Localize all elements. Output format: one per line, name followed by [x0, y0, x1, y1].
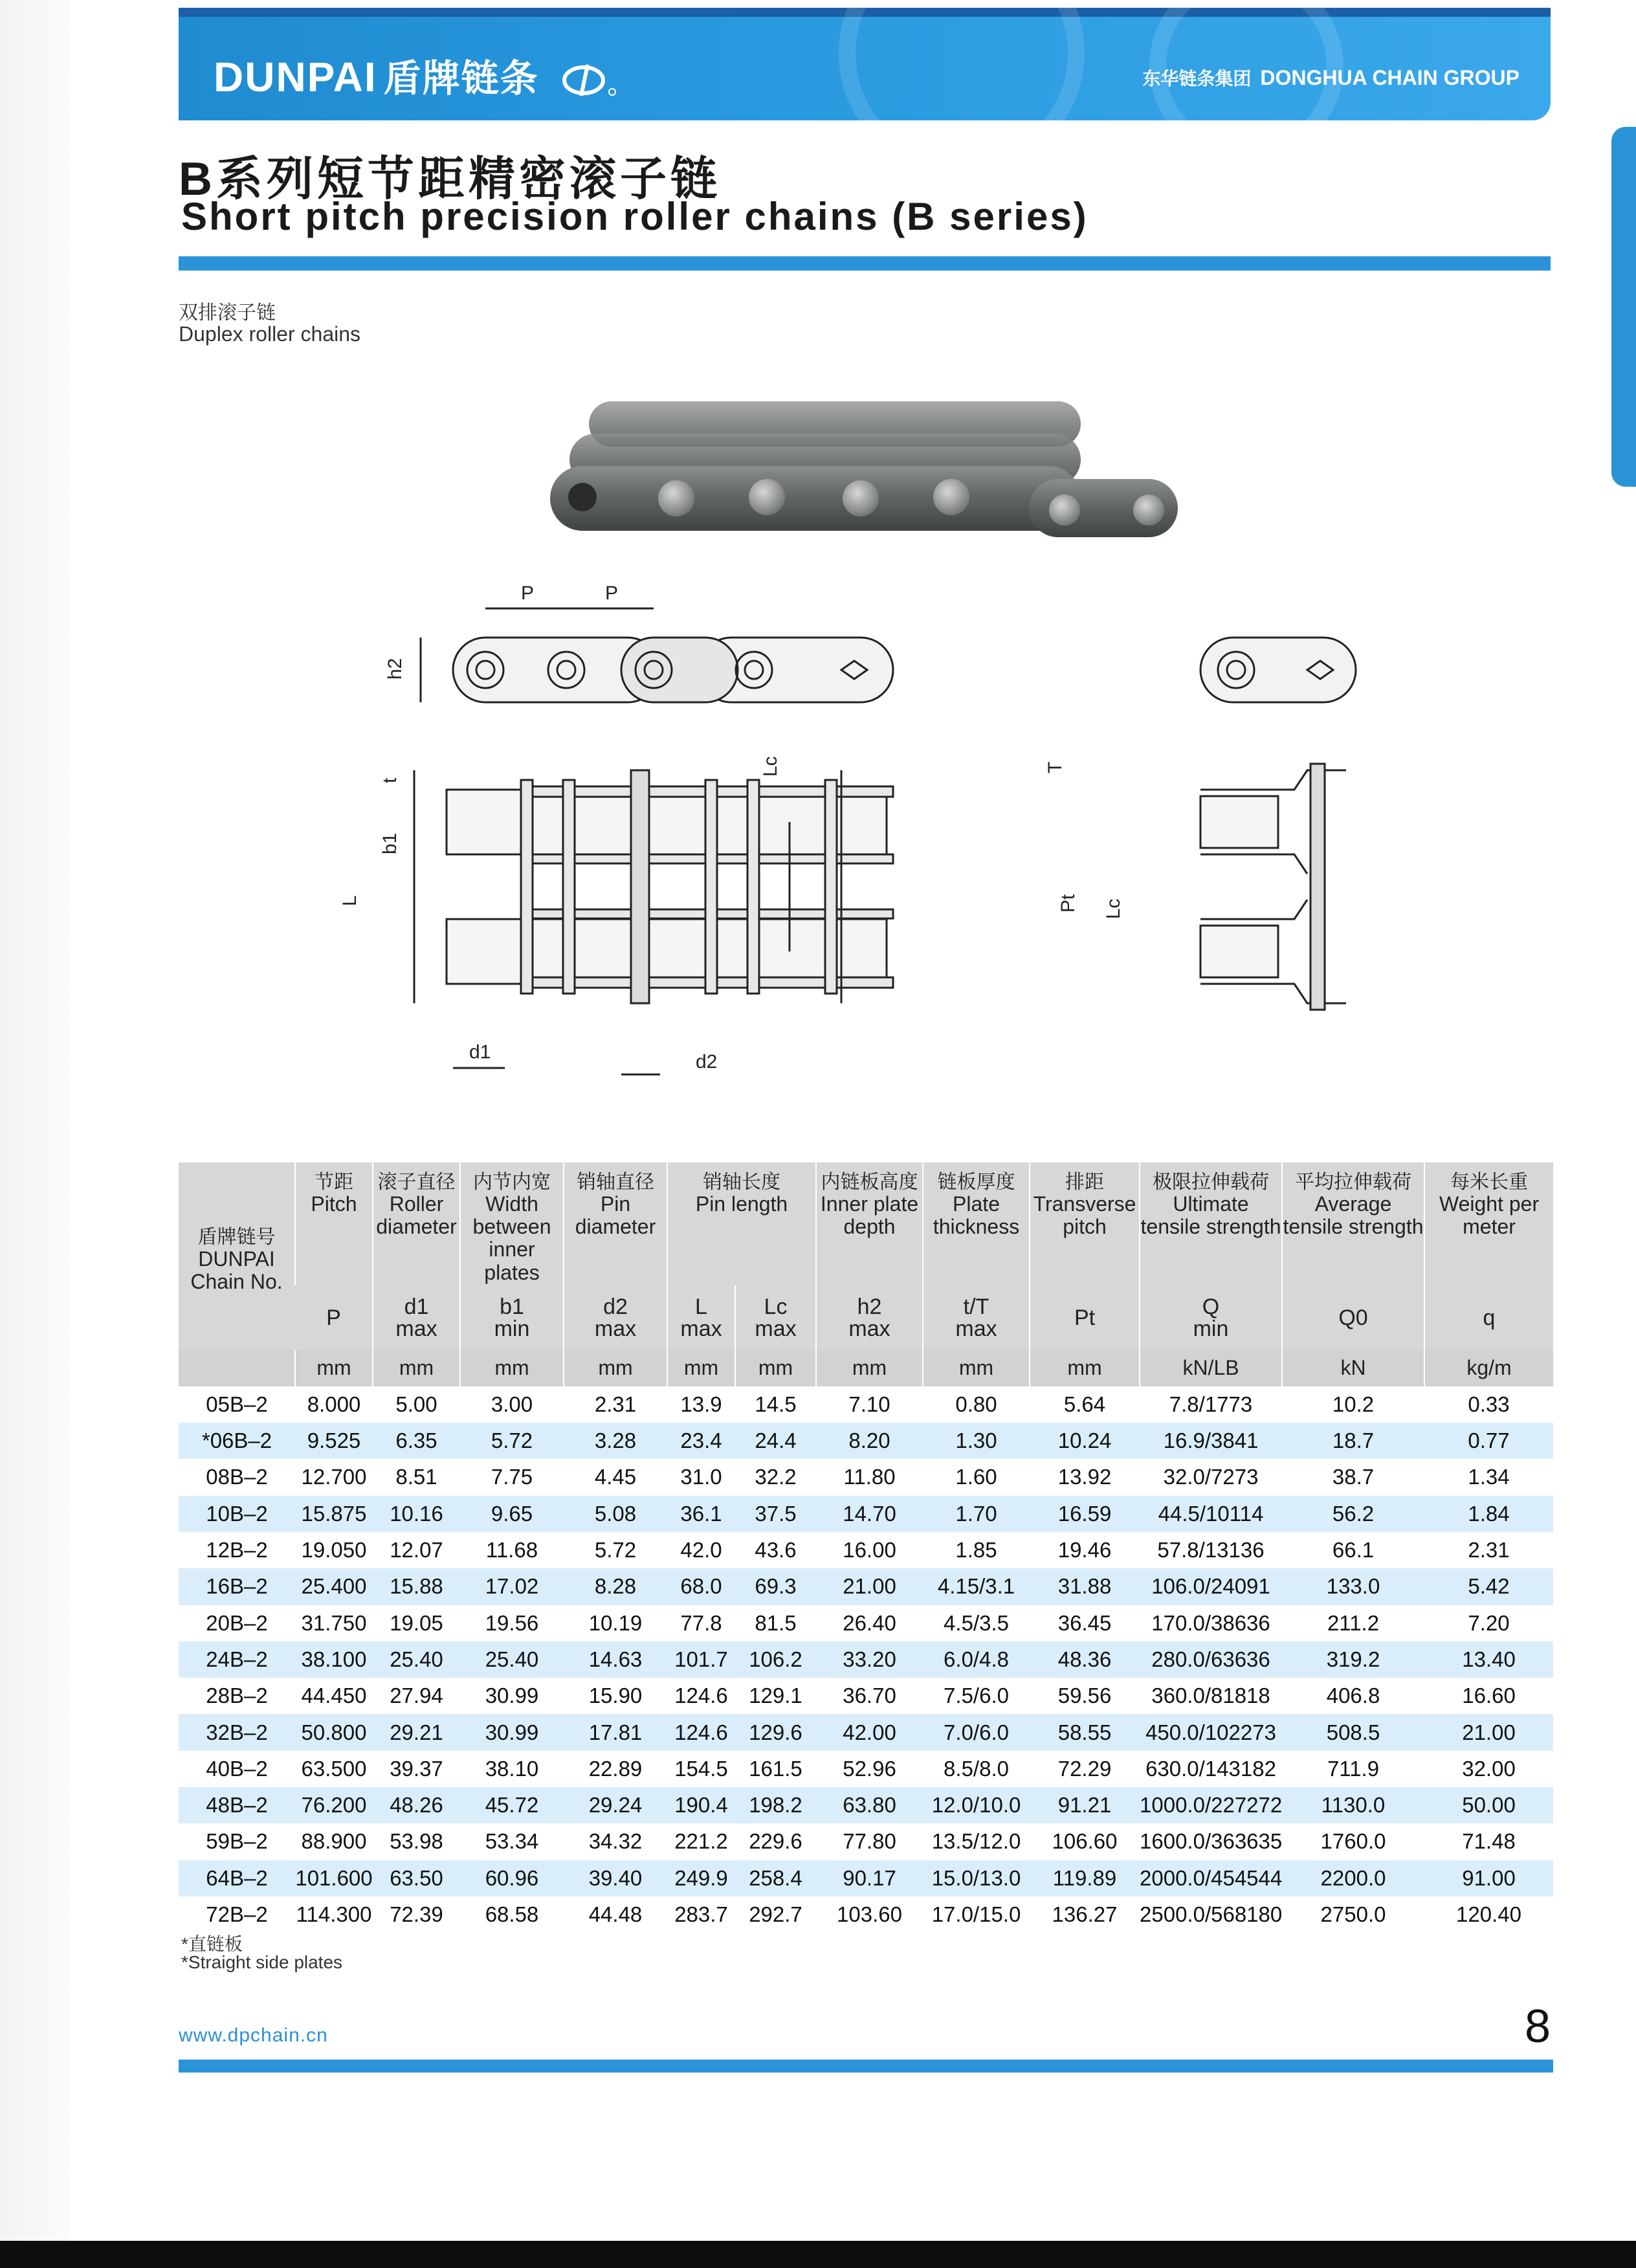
table-cell: 14.70	[816, 1496, 923, 1532]
table-cell: 25.40	[460, 1641, 564, 1678]
table-cell: 19.050	[295, 1532, 373, 1568]
footnote-cn: *直链板	[181, 1934, 243, 1954]
table-cell: 10.16	[373, 1496, 460, 1532]
footer-divider	[179, 2060, 1553, 2073]
table-cell: 38.100	[295, 1641, 373, 1678]
table-row	[179, 1787, 1553, 1823]
table-row	[179, 1714, 1553, 1750]
table-cell: 129.1	[735, 1678, 816, 1714]
chain-number-cell: 59B–2	[179, 1823, 295, 1860]
table-cell: 1.84	[1424, 1496, 1553, 1532]
dim-label-b1: b1	[379, 832, 401, 854]
page-title-en: Short pitch precision roller chains (B series)	[181, 195, 1089, 238]
table-cell: 8.51	[373, 1459, 460, 1495]
dim-label-T: T	[1045, 761, 1066, 773]
table-cell: 129.6	[735, 1714, 816, 1750]
table-cell: 14.5	[735, 1386, 816, 1423]
table-cell: 48.26	[373, 1787, 460, 1823]
symbol-cell: q	[1424, 1285, 1553, 1350]
table-cell: 258.4	[735, 1860, 816, 1896]
section-title-cn: 双排滚子链	[179, 302, 276, 324]
header-weight: 每米长重 Weight per meter	[1424, 1162, 1553, 1285]
table-row	[179, 1751, 1553, 1787]
unit-cell	[179, 1350, 295, 1386]
unit-cell: mm	[667, 1350, 735, 1386]
table-cell: 4.5/3.5	[923, 1605, 1030, 1641]
table-cell: 8.20	[816, 1423, 923, 1459]
table-cell: 36.45	[1030, 1605, 1140, 1641]
table-cell: 229.6	[735, 1823, 816, 1860]
table-row	[179, 1423, 1553, 1459]
title-divider	[179, 256, 1551, 271]
chain-number-cell: 48B–2	[179, 1787, 295, 1823]
table-cell: 3.00	[460, 1386, 564, 1423]
table-cell: 5.64	[1030, 1386, 1140, 1423]
table-cell: 106.60	[1030, 1823, 1140, 1860]
dim-label-Lc: Lc	[760, 756, 781, 777]
header-pin-length: 销轴长度 Pin length	[667, 1162, 816, 1285]
dimension-drawing	[337, 576, 1437, 1087]
table-cell: 71.48	[1424, 1823, 1553, 1860]
table-cell: 48.36	[1030, 1641, 1140, 1678]
table-cell: 10.2	[1282, 1386, 1424, 1423]
table-cell: 11.80	[816, 1459, 923, 1495]
symbol-cell: Lc max	[735, 1285, 816, 1350]
table-cell: 72.29	[1030, 1751, 1140, 1787]
header-chain-no: 盾牌链号 DUNPAI Chain No.	[179, 1162, 295, 1350]
brand-name-cn: 盾牌链条	[383, 58, 539, 100]
table-cell: 5.72	[564, 1532, 667, 1568]
side-tab-label: 传动链 DRIVING CHAINS	[1591, 243, 1612, 467]
table-cell: 44.5/10114	[1140, 1496, 1282, 1532]
table-body	[179, 1386, 1553, 1933]
table-cell: 52.96	[816, 1751, 923, 1787]
dim-label-pitch: P	[605, 583, 619, 604]
table-cell: 17.02	[460, 1568, 564, 1605]
table-cell: 8.5/8.0	[923, 1751, 1030, 1787]
dim-label-L: L	[339, 895, 360, 906]
table-cell: 34.32	[564, 1823, 667, 1860]
table-cell: 26.40	[816, 1605, 923, 1641]
header-pin-diameter: 销轴直径 Pin diameter	[564, 1162, 667, 1285]
header-transverse-pitch: 排距 Transverse pitch	[1030, 1162, 1140, 1285]
brand-name: DUNPAI	[214, 54, 377, 100]
table-row	[179, 1496, 1553, 1532]
chain-number-cell: 32B–2	[179, 1714, 295, 1750]
table-cell: 21.00	[1424, 1714, 1553, 1750]
table-cell: 21.00	[816, 1568, 923, 1605]
table-cell: 103.60	[816, 1896, 923, 1933]
unit-cell: mm	[295, 1350, 373, 1386]
table-cell: 1.70	[923, 1496, 1030, 1532]
table-cell: 45.72	[460, 1787, 564, 1823]
unit-cell: mm	[460, 1350, 564, 1386]
side-category-tab	[1591, 127, 1636, 487]
table-cell: 106.2	[735, 1641, 816, 1678]
table-cell: 63.500	[295, 1751, 373, 1787]
table-cell: 119.89	[1030, 1860, 1140, 1896]
chain-number-cell: 28B–2	[179, 1678, 295, 1714]
chain-number-cell: 16B–2	[179, 1568, 295, 1605]
table-cell: 12.0/10.0	[923, 1787, 1030, 1823]
table-cell: 30.99	[460, 1714, 564, 1750]
table-cell: 88.900	[295, 1823, 373, 1860]
table-cell: 14.63	[564, 1641, 667, 1678]
symbol-cell: t/T max	[923, 1285, 1030, 1350]
chain-number-cell: 05B–2	[179, 1386, 295, 1423]
table-cell: 406.8	[1282, 1678, 1424, 1714]
table-cell: 32.0/7273	[1140, 1459, 1282, 1495]
table-cell: 68.0	[667, 1568, 735, 1605]
table-cell: 16.59	[1030, 1496, 1140, 1532]
symbol-cell: Q min	[1140, 1285, 1282, 1350]
table-cell: 15.875	[295, 1496, 373, 1532]
symbol-cell: h2 max	[816, 1285, 923, 1350]
table-cell: 30.99	[460, 1678, 564, 1714]
table-cell: 16.9/3841	[1140, 1423, 1282, 1459]
table-cell: 17.0/15.0	[923, 1896, 1030, 1933]
unit-cell: mm	[373, 1350, 460, 1386]
unit-cell: mm	[816, 1350, 923, 1386]
page-number: 8	[1525, 2001, 1551, 2052]
symbol-cell: d1 max	[373, 1285, 460, 1350]
table-cell: 19.46	[1030, 1532, 1140, 1568]
table-cell: 31.88	[1030, 1568, 1140, 1605]
table-cell: 292.7	[735, 1896, 816, 1933]
table-cell: 42.00	[816, 1714, 923, 1750]
table-cell: 154.5	[667, 1751, 735, 1787]
table-cell: 1000.0/227272	[1140, 1787, 1282, 1823]
table-cell: 120.40	[1424, 1896, 1553, 1933]
duplex-chain-photo	[544, 388, 1191, 563]
table-row	[179, 1568, 1553, 1605]
table-cell: 15.0/13.0	[923, 1860, 1030, 1896]
unit-cell: mm	[564, 1350, 667, 1386]
group-name	[1142, 65, 1520, 91]
table-cell: 1.34	[1424, 1459, 1553, 1495]
table-cell: 5.42	[1424, 1568, 1553, 1605]
symbol-cell: Pt	[1030, 1285, 1140, 1350]
table-cell: 60.96	[460, 1860, 564, 1896]
table-cell: 29.21	[373, 1714, 460, 1750]
table-cell: 0.33	[1424, 1386, 1553, 1423]
dim-label-Pt: Pt	[1057, 894, 1079, 913]
table-cell: 198.2	[735, 1787, 816, 1823]
table-cell: 1.30	[923, 1423, 1030, 1459]
table-cell: 10.19	[564, 1605, 667, 1641]
table-cell: 4.15/3.1	[923, 1568, 1030, 1605]
dim-label-d2: d2	[696, 1051, 718, 1073]
symbol-cell: d2 max	[564, 1285, 667, 1350]
header-ultimate-strength: 极限拉伸载荷 Ultimate tensile strength	[1140, 1162, 1282, 1285]
table-cell: 77.80	[816, 1823, 923, 1860]
table-cell: 42.0	[667, 1532, 735, 1568]
table-cell: 630.0/143182	[1140, 1751, 1282, 1787]
table-cell: 221.2	[667, 1823, 735, 1860]
website-link[interactable]: www.dpchain.cn	[179, 2025, 328, 2046]
table-cell: 161.5	[735, 1751, 816, 1787]
table-cell: 33.20	[816, 1641, 923, 1678]
dim-label-d1: d1	[469, 1041, 491, 1063]
table-cell: 6.35	[373, 1423, 460, 1459]
table-cell: 17.81	[564, 1714, 667, 1750]
page-title-cn: B系列短节距精密滚子链	[179, 153, 721, 205]
symbol-cell: b1 min	[460, 1285, 564, 1350]
table-cell: 211.2	[1282, 1605, 1424, 1641]
header-banner	[179, 8, 1551, 120]
table-cell: 91.21	[1030, 1787, 1140, 1823]
table-cell: 38.10	[460, 1751, 564, 1787]
table-cell: 133.0	[1282, 1568, 1424, 1605]
table-cell: 25.40	[373, 1641, 460, 1678]
scan-edge-shade	[0, 0, 70, 2268]
table-cell: 7.20	[1424, 1605, 1553, 1641]
table-row	[179, 1823, 1553, 1860]
table-cell: 12.07	[373, 1532, 460, 1568]
table-cell: 29.24	[564, 1787, 667, 1823]
table-row	[179, 1386, 1553, 1423]
table-cell: 57.8/13136	[1140, 1532, 1282, 1568]
table-cell: 7.75	[460, 1459, 564, 1495]
table-cell: 1600.0/363635	[1140, 1823, 1282, 1860]
table-cell: 72.39	[373, 1896, 460, 1933]
table-cell: 106.0/24091	[1140, 1568, 1282, 1605]
table-cell: 13.40	[1424, 1641, 1553, 1678]
chain-number-cell: 24B–2	[179, 1641, 295, 1678]
table-cell: 53.34	[460, 1823, 564, 1860]
table-row	[179, 1678, 1553, 1714]
table-cell: 1130.0	[1282, 1787, 1424, 1823]
unit-cell: kN	[1282, 1350, 1424, 1386]
table-cell: 1760.0	[1282, 1823, 1424, 1860]
table-cell: 8.28	[564, 1568, 667, 1605]
table-cell: 5.00	[373, 1386, 460, 1423]
decorative-gear-icon	[1149, 8, 1343, 120]
table-row	[179, 1605, 1553, 1641]
table-cell: 44.48	[564, 1896, 667, 1933]
table-cell: 23.4	[667, 1423, 735, 1459]
table-cell: 44.450	[295, 1678, 373, 1714]
table-row	[179, 1641, 1553, 1678]
header-inner-width: 内节内宽 Width between inner plates	[460, 1162, 564, 1285]
table-cell: 32.00	[1424, 1751, 1553, 1787]
table-cell: 36.1	[667, 1496, 735, 1532]
table-cell: 1.85	[923, 1532, 1030, 1568]
table-cell: 3.28	[564, 1423, 667, 1459]
table-cell: 31.750	[295, 1605, 373, 1641]
dim-label-Lc: Lc	[1103, 898, 1124, 919]
table-cell: 32.2	[735, 1459, 816, 1495]
header-roller-diameter: 滚子直径 Roller diameter	[373, 1162, 460, 1285]
table-cell: 508.5	[1282, 1714, 1424, 1750]
table-cell: 43.6	[735, 1532, 816, 1568]
table-cell: 7.0/6.0	[923, 1714, 1030, 1750]
dim-label-pitch: P	[521, 583, 535, 604]
table-cell: 711.9	[1282, 1751, 1424, 1787]
table-cell: 1.60	[923, 1459, 1030, 1495]
table-cell: 16.60	[1424, 1678, 1553, 1714]
table-cell: 56.2	[1282, 1496, 1424, 1532]
table-cell: 13.5/12.0	[923, 1823, 1030, 1860]
table-cell: 114.300	[295, 1896, 373, 1933]
table-cell: 283.7	[667, 1896, 735, 1933]
table-cell: 53.98	[373, 1823, 460, 1860]
table-cell: 101.7	[667, 1641, 735, 1678]
table-cell: 15.88	[373, 1568, 460, 1605]
table-cell: 101.600	[295, 1860, 373, 1896]
table-cell: 450.0/102273	[1140, 1714, 1282, 1750]
table-cell: 18.7	[1282, 1423, 1424, 1459]
table-cell: 2000.0/454544	[1140, 1860, 1282, 1896]
table-cell: 39.37	[373, 1751, 460, 1787]
table-cell: 2.31	[1424, 1532, 1553, 1568]
chain-number-cell: 64B–2	[179, 1860, 295, 1896]
unit-cell: mm	[1030, 1350, 1140, 1386]
table-row	[179, 1532, 1553, 1568]
table-cell: 124.6	[667, 1714, 735, 1750]
table-cell: 66.1	[1282, 1532, 1424, 1568]
table-cell: 10.24	[1030, 1423, 1140, 1459]
chain-number-cell: 40B–2	[179, 1751, 295, 1787]
table-cell: 190.4	[667, 1787, 735, 1823]
table-cell: 69.3	[735, 1568, 816, 1605]
table-cell: 68.58	[460, 1896, 564, 1933]
table-cell: 319.2	[1282, 1641, 1424, 1678]
table-cell: 4.45	[564, 1459, 667, 1495]
table-cell: 11.68	[460, 1532, 564, 1568]
table-cell: 249.9	[667, 1860, 735, 1896]
table-cell: 5.72	[460, 1423, 564, 1459]
chain-number-cell: 08B–2	[179, 1459, 295, 1495]
table-cell: 50.800	[295, 1714, 373, 1750]
table-cell: 8.000	[295, 1386, 373, 1423]
table-row	[179, 1896, 1553, 1933]
table-cell: 7.5/6.0	[923, 1678, 1030, 1714]
table-cell: 124.6	[667, 1678, 735, 1714]
table-cell: 77.8	[667, 1605, 735, 1641]
table-cell: 19.56	[460, 1605, 564, 1641]
table-cell: 63.50	[373, 1860, 460, 1896]
spec-table	[179, 1162, 1553, 1933]
table-cell: 31.0	[667, 1459, 735, 1495]
footnote-en: *Straight side plates	[181, 1952, 343, 1972]
scan-bottom-edge	[0, 2241, 1636, 2268]
symbol-cell: Q0	[1282, 1285, 1424, 1350]
chain-number-cell: 20B–2	[179, 1605, 295, 1641]
table-cell: 59.56	[1030, 1678, 1140, 1714]
table-cell: 280.0/63636	[1140, 1641, 1282, 1678]
table-cell: 360.0/81818	[1140, 1678, 1282, 1714]
table-cell: 2.31	[564, 1386, 667, 1423]
table-cell: 58.55	[1030, 1714, 1140, 1750]
table-unit-row	[179, 1350, 1553, 1386]
decorative-gear-icon	[839, 8, 1085, 120]
table-cell: 39.40	[564, 1860, 667, 1896]
table-cell: 37.5	[735, 1496, 816, 1532]
table-row	[179, 1459, 1553, 1495]
unit-cell: mm	[923, 1350, 1030, 1386]
table-cell: 27.94	[373, 1678, 460, 1714]
section-title-en: Duplex roller chains	[179, 322, 361, 346]
table-cell: 19.05	[373, 1605, 460, 1641]
table-cell: 12.700	[295, 1459, 373, 1495]
dim-label-h2: h2	[384, 658, 406, 680]
chain-number-cell: 72B–2	[179, 1896, 295, 1933]
table-cell: 90.17	[816, 1860, 923, 1896]
table-header-row	[179, 1162, 1553, 1285]
chain-number-cell: *06B–2	[179, 1423, 295, 1459]
dim-label-t: t	[379, 777, 401, 783]
symbol-cell: L max	[667, 1285, 735, 1350]
table-cell: 36.70	[816, 1678, 923, 1714]
table-cell: 13.9	[667, 1386, 735, 1423]
table-cell: 63.80	[816, 1787, 923, 1823]
table-cell: 170.0/38636	[1140, 1605, 1282, 1641]
unit-cell: kN/LB	[1140, 1350, 1282, 1386]
table-cell: 13.92	[1030, 1459, 1140, 1495]
group-name-en: DONGHUA CHAIN GROUP	[1260, 66, 1520, 89]
table-cell: 9.525	[295, 1423, 373, 1459]
chain-number-cell: 10B–2	[179, 1496, 295, 1532]
table-cell: 0.77	[1424, 1423, 1553, 1459]
table-cell: 2200.0	[1282, 1860, 1424, 1896]
table-cell: 24.4	[735, 1423, 816, 1459]
table-cell: 25.400	[295, 1568, 373, 1605]
table-cell: 15.90	[564, 1678, 667, 1714]
table-cell: 76.200	[295, 1787, 373, 1823]
symbol-cell: P	[295, 1285, 373, 1350]
header-plate-thickness: 链板厚度 Plate thickness	[923, 1162, 1030, 1285]
table-cell: 7.8/1773	[1140, 1386, 1282, 1423]
chain-number-cell: 12B–2	[179, 1532, 295, 1568]
table-cell: 81.5	[735, 1605, 816, 1641]
table-symbol-row	[179, 1285, 1553, 1350]
group-name-cn: 东华链条集团	[1142, 69, 1252, 89]
table-cell: 5.08	[564, 1496, 667, 1532]
brand-emblem-icon	[559, 62, 619, 98]
brand-logo	[214, 48, 619, 102]
table-cell: 6.0/4.8	[923, 1641, 1030, 1678]
table-cell: 16.00	[816, 1532, 923, 1568]
table-row	[179, 1860, 1553, 1896]
table-cell: 7.10	[816, 1386, 923, 1423]
table-cell: 91.00	[1424, 1860, 1553, 1896]
table-cell: 0.80	[923, 1386, 1030, 1423]
table-cell: 22.89	[564, 1751, 667, 1787]
table-cell: 38.7	[1282, 1459, 1424, 1495]
table-cell: 136.27	[1030, 1896, 1140, 1933]
table-cell: 2500.0/568180	[1140, 1896, 1282, 1933]
unit-cell: kg/m	[1424, 1350, 1553, 1386]
table-cell: 9.65	[460, 1496, 564, 1532]
header-pitch: 节距 Pitch	[295, 1162, 373, 1285]
table-cell: 2750.0	[1282, 1896, 1424, 1933]
header-inner-plate-depth: 内链板高度 Inner plate depth	[816, 1162, 923, 1285]
unit-cell: mm	[735, 1350, 816, 1386]
table-cell: 50.00	[1424, 1787, 1553, 1823]
header-average-strength: 平均拉伸载荷 Average tensile strength	[1282, 1162, 1424, 1285]
